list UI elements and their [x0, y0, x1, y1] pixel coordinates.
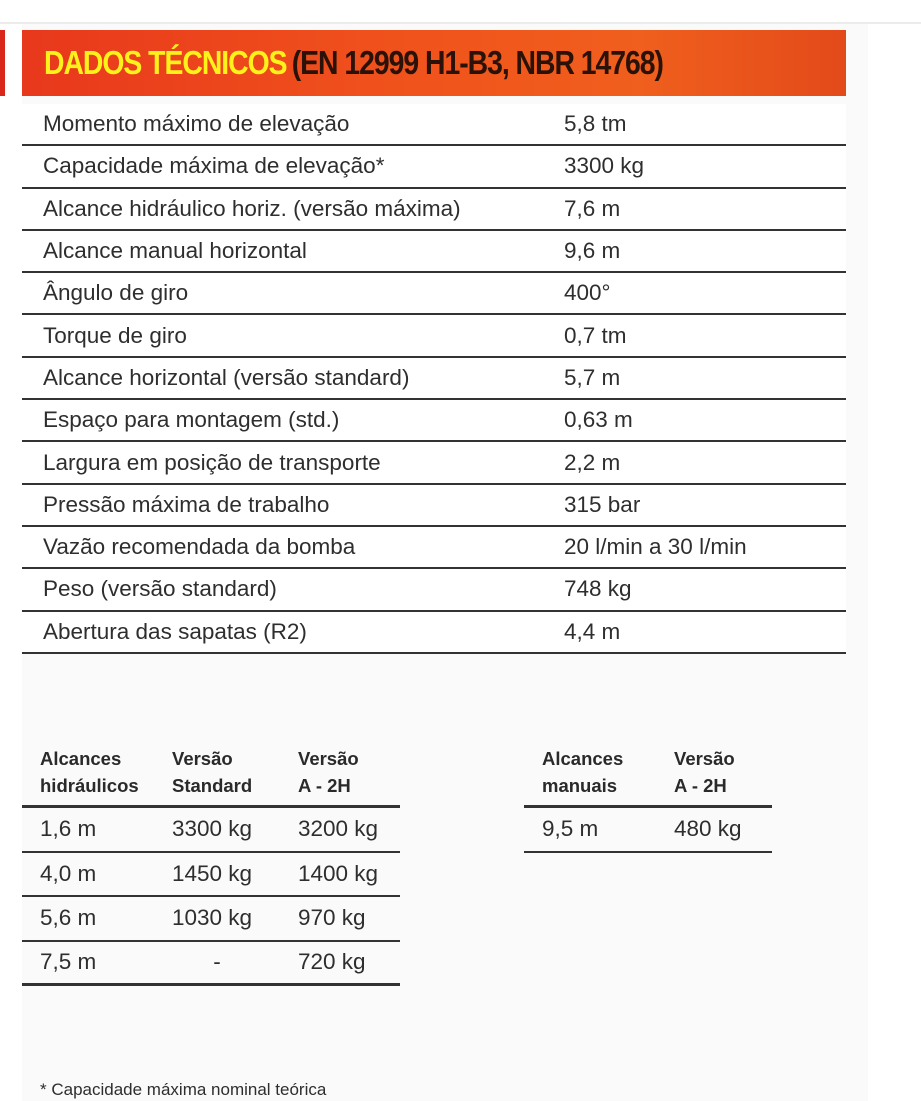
section-header	[22, 30, 846, 96]
column-header-standard-version: Versão Standard	[172, 748, 253, 796]
reach-cell: 7,5 m	[40, 949, 97, 975]
column-header-hydraulic-reach: Alcances hidráulicos	[40, 748, 139, 796]
reach-cell: 9,5 m	[542, 816, 599, 842]
spec-value: 7,6 m	[564, 195, 621, 221]
standard-capacity-cell: 3300 kg	[172, 816, 253, 842]
a2h-capacity-cell: 1400 kg	[298, 860, 379, 886]
column-header-a2h-version: Versão A - 2H	[674, 748, 735, 796]
spec-label: Capacidade máxima de elevação*	[43, 153, 385, 179]
standard-capacity-cell: 1450 kg	[172, 860, 253, 886]
spec-value: 4,4 m	[564, 618, 621, 644]
spec-row	[22, 485, 846, 527]
spec-label: Peso (versão standard)	[43, 576, 277, 602]
reach-cell: 4,0 m	[40, 860, 97, 886]
section-title-main: DADOS TÉCNICOS	[44, 44, 287, 81]
table-row	[22, 942, 400, 987]
spec-label: Alcance horizontal (versão standard)	[43, 364, 410, 390]
spec-value: 0,7 tm	[564, 322, 627, 348]
hydraulic-reach-table	[22, 742, 400, 986]
table-header-row	[524, 742, 772, 808]
spec-row	[22, 400, 846, 442]
section-title	[44, 44, 663, 82]
table-row	[22, 808, 400, 853]
reach-cell: 1,6 m	[40, 816, 97, 842]
table-row	[22, 853, 400, 898]
spec-value: 5,8 tm	[564, 111, 627, 137]
spec-value: 748 kg	[564, 576, 632, 602]
table-header-row	[22, 742, 400, 808]
a2h-capacity-cell: 480 kg	[674, 816, 742, 842]
spec-row	[22, 273, 846, 315]
spec-value: 400°	[564, 280, 611, 306]
spec-value: 9,6 m	[564, 238, 621, 264]
spec-row	[22, 527, 846, 569]
standard-capacity-cell: -	[213, 949, 221, 975]
a2h-capacity-cell: 970 kg	[298, 905, 366, 931]
spec-label: Pressão máxima de trabalho	[43, 491, 330, 517]
spec-row	[22, 569, 846, 611]
spec-value: 0,63 m	[564, 407, 633, 433]
spec-label: Largura em posição de transporte	[43, 449, 381, 475]
spec-value: 315 bar	[564, 491, 641, 517]
footnote: * Capacidade máxima nominal teórica	[40, 1080, 327, 1099]
spec-row	[22, 104, 846, 146]
section-title-standards: (EN 12999 H1-B3, NBR 14768)	[291, 44, 663, 81]
spec-label: Espaço para montagem (std.)	[43, 407, 340, 433]
spec-label: Torque de giro	[43, 322, 187, 348]
spec-value: 5,7 m	[564, 364, 621, 390]
spec-label: Alcance hidráulico horiz. (versão máxima)	[43, 195, 461, 221]
spec-value: 20 l/min a 30 l/min	[564, 534, 747, 560]
a2h-capacity-cell: 720 kg	[298, 949, 366, 975]
spec-label: Abertura das sapatas (R2)	[43, 618, 307, 644]
reach-cell: 5,6 m	[40, 905, 97, 931]
spec-row	[22, 315, 846, 357]
a2h-capacity-cell: 3200 kg	[298, 816, 379, 842]
left-accent-bar	[0, 30, 5, 96]
table-row	[524, 808, 772, 853]
column-header-manual-reach: Alcances manuais	[542, 748, 624, 796]
spec-label: Alcance manual horizontal	[43, 238, 307, 264]
spec-row	[22, 189, 846, 231]
spec-row	[22, 442, 846, 484]
spec-row	[22, 146, 846, 188]
spec-value: 3300 kg	[564, 153, 645, 179]
spec-label: Momento máximo de elevação	[43, 111, 350, 137]
spec-value: 2,2 m	[564, 449, 621, 475]
table-row	[22, 897, 400, 942]
spec-row	[22, 358, 846, 400]
spec-row	[22, 612, 846, 654]
technical-specs-table	[22, 104, 846, 654]
manual-reach-table	[524, 742, 772, 853]
spec-label: Vazão recomendada da bomba	[43, 534, 356, 560]
spec-label: Ângulo de giro	[43, 280, 189, 306]
spec-row	[22, 231, 846, 273]
standard-capacity-cell: 1030 kg	[172, 905, 253, 931]
column-header-a2h-version: Versão A - 2H	[298, 748, 359, 796]
